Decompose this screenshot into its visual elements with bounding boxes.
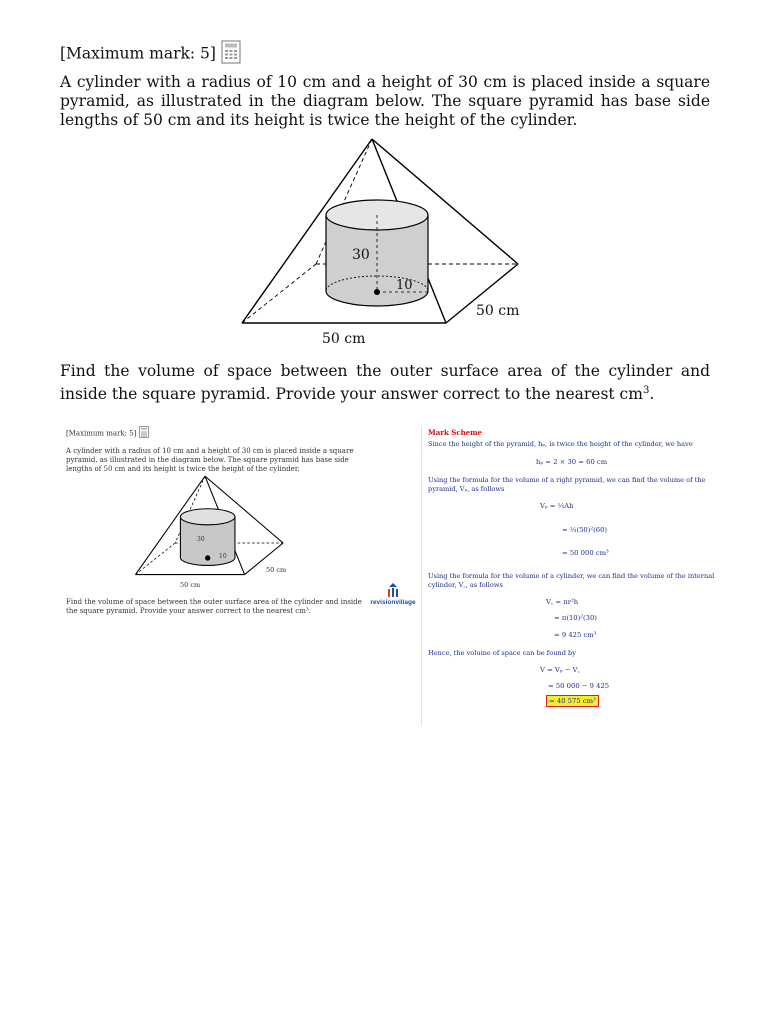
ms-step3-text: Using the formula for the volume of a cylinder, we can find the volume of the internal cylinder, V꜀, as follows [428,572,715,589]
mark-label: [Maximum mark: 5] [60,44,216,63]
ms-step1-equation: hₚ = 2 × 30 = 60 cm [536,458,608,466]
ms-step1-text: Since the height of the pyramid, hₚ, is twice the height of the cylinder, we have [428,440,693,448]
ms-step4-equation-2: = 50 000 − 9 425 [548,682,610,690]
ms-step2-equation-1: Vₚ = ⅓Ah [540,502,574,510]
ms-step4-text: Hence, the volume of space can be found by [428,649,576,657]
brand-name: revisionvillage [370,599,416,606]
thumbnail-paragraph-2: Find the volume of space between the outer surface area of the cylinder and inside the square pyramid. Provide your answer correct to the nearest cm³. [66,598,362,615]
thumbnail-panel [66,426,366,474]
label-side-right: 50 cm [476,303,520,319]
panel-divider [421,426,422,726]
question-paragraph-2-sup: 3 [642,385,650,396]
ms-step4-equation-1: V = Vₚ − V꜀ [540,666,580,674]
thumbnail-diagram [130,474,295,593]
label-cylinder-height: 30 [352,247,370,263]
thumbnail-label-height: 30 [197,536,205,543]
label-cylinder-radius: 10 [396,278,413,293]
mark-label-row [60,40,241,69]
ms-step2-equation-3: = 50 000 cm³ [562,549,609,557]
pyramid-cylinder-diagram [236,135,536,354]
thumbnail-label-radius: 10 [219,553,227,560]
ms-step2-text: Using the formula for the volume of a right pyramid, we can find the volume of the pyramid, Vₚ, as follows [428,476,706,493]
thumbnail-mark-row [66,426,366,441]
ms-step3-equation-2: = π(10)²(30) [554,614,597,622]
calculator-icon [221,40,241,69]
question-paragraph-2-end: . [649,385,655,404]
question-paragraph-2-main: Find the volume of space between the outer surface area of the cylinder and inside the square pyramid. Provide your answer correct to the nearest cm [60,362,710,404]
thumbnail-calculator-icon [139,426,149,441]
label-side-bottom: 50 cm [322,331,366,347]
ms-step2-equation-2: = ⅓(50)²(60) [562,526,608,534]
revisionvillage-logo-icon [386,583,400,597]
thumbnail-label-side-right: 50 cm [266,566,287,574]
ms-step3-equation-3: ≈ 9 425 cm³ [554,631,597,639]
ms-step3-equation-1: V꜀ = πr²h [546,598,579,606]
ms-final-answer-box [546,697,599,705]
thumbnail-mark-label: [Maximum mark: 5] [66,429,137,438]
question-paragraph-1: A cylinder with a radius of 10 cm and a height of 30 cm is placed inside a square pyramid, as illustrated in the diagram below. The square pyramid has base side lengths of 50 cm and its height is twice the height of the cylinder. [60,73,710,129]
ms-final-answer: = 40 575 cm³ [546,695,599,707]
question-paragraph-2 [60,362,710,404]
revisionvillage-logo [366,582,420,606]
thumbnail-label-side-bottom: 50 cm [180,581,201,589]
mark-scheme-title: Mark Scheme [428,428,482,437]
thumbnail-paragraph-1: A cylinder with a radius of 10 cm and a height of 30 cm is placed inside a square pyramid, as illustrated in the diagram below. The square pyramid has base side lengths of 50 cm and its height is twice the height of the cylinder. [66,447,354,473]
